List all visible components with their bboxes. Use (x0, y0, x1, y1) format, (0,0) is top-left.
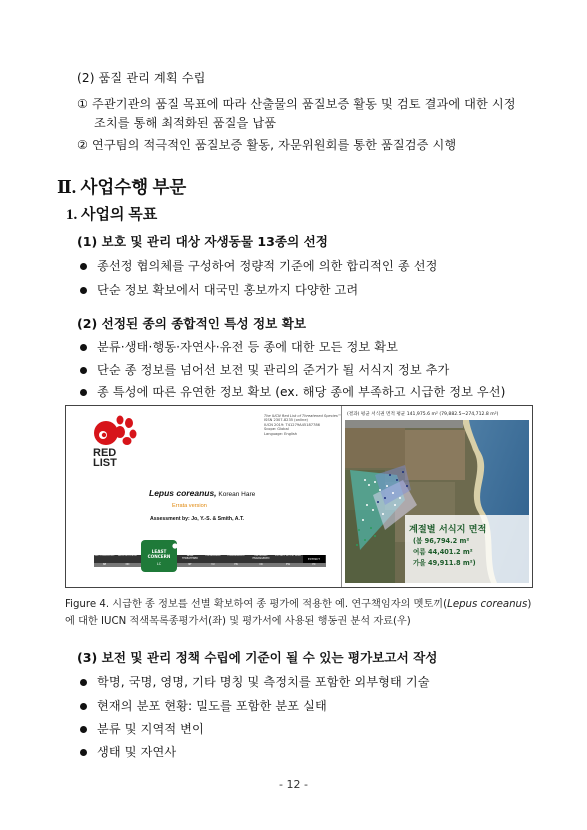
bullet-icon (80, 726, 87, 733)
assessment-credit: Assessment by: Jo, Y.-S. & Smith, A.T. (150, 516, 244, 522)
scale-code: CR (259, 563, 263, 566)
redlist-header-line: The IUCN Red List of Threatened Species™ (264, 414, 342, 418)
list-item-text: 분류·생태·행동·자연사·유전 등 종에 대한 모든 정보 확보 (97, 340, 398, 354)
caption-text: Figure 4. 시급한 종 정보를 선별 확보하여 종 평가에 적용한 예. 연구책임자의 멧토끼( (65, 599, 448, 610)
figure-caption-line2: 에 대한 IUCN 적색목록종평가서(좌) 및 평가서에 사용된 행동권 분석 자료(우) (65, 616, 411, 627)
redlist-header-line: IUCN 2019: T41279A45187786 (264, 422, 320, 427)
scale-code: EX (312, 563, 316, 566)
figure-caption (65, 598, 531, 612)
bullet-icon (80, 679, 87, 686)
scale-label: ENDANGERED (227, 554, 245, 557)
list-item-text: 생태 및 자연사 (97, 745, 177, 759)
map-area-row: (봄 96,794.2 m² (413, 537, 470, 545)
least-concern-label: LEAST CONCERN (147, 549, 171, 559)
plan-item-1-cont: 조치를 통해 최적화된 품질을 납품 (94, 116, 277, 130)
redlist-mini-logo-icon (172, 542, 181, 549)
plan-item-2: ② 연구팀의 적극적인 품질보증 활동, 자문위원회를 통한 품질검증 시행 (77, 138, 457, 152)
map-area-row: 여름 44,401.2 m² (413, 548, 473, 556)
species-name: Lepus coreanus, (149, 488, 217, 498)
section-title: Ⅱ. 사업수행 부문 (57, 177, 187, 197)
least-concern-code: LC (156, 562, 162, 566)
figure-frame (65, 405, 533, 588)
list-item-text: 학명, 국명, 영명, 기타 명칭 및 측정치를 포함한 외부형태 기술 (97, 675, 430, 689)
scale-code: EW (286, 563, 290, 566)
scale-label: VULNERABLE (205, 554, 221, 557)
scale-code: EN (234, 563, 238, 566)
redlist-cover (66, 406, 340, 587)
list-item-text: 종 특성에 따른 유연한 정보 확보 (ex. 해당 종에 부족하고 시급한 정보 우선) (97, 385, 506, 399)
bullet-icon (80, 344, 87, 351)
page-number: - 12 - (279, 778, 308, 791)
errata-label: Errata version (172, 503, 207, 509)
bullet-icon (80, 703, 87, 710)
map-title: 계절별 서식지 면적 (409, 524, 487, 535)
list-item-text: 분류 및 지역적 변이 (97, 722, 204, 736)
scale-label: CRITICALLY ENDANGERED (252, 554, 270, 560)
figure-divider (341, 406, 342, 587)
list-item-text: 종선정 협의체를 구성하여 정량적 기준에 의한 합리적인 종 선정 (97, 259, 438, 273)
home-range-map (345, 410, 529, 583)
scale-code: DD (125, 563, 130, 566)
bullet-icon (80, 367, 87, 374)
scale-code: VU (211, 563, 215, 566)
redlist-header-line: Language: English (264, 431, 298, 436)
caption-text: ) (527, 599, 532, 610)
goal1-heading: (1) 보호 및 관리 대상 자생동물 13종의 선정 (77, 234, 328, 249)
bullet-icon (80, 749, 87, 756)
list-item-text: 단순 정보 확보에서 대국민 홍보까지 다양한 고려 (97, 283, 359, 297)
scale-code: NE (102, 563, 107, 566)
list-item-text: 현재의 분포 현황: 밀도를 포함한 분포 실태 (97, 699, 327, 713)
redlist-logo-icon (92, 414, 140, 448)
bullet-icon (80, 263, 87, 270)
scale-label: DATA DEFICIENT (117, 554, 138, 557)
list-item-text: 단순 종 정보를 넘어선 보전 및 관리의 준거가 될 서식지 정보 추가 (97, 363, 450, 377)
goal2-heading: (2) 선정된 종의 종합적인 특성 정보 확보 (77, 316, 307, 331)
subsection-title: 1. 사업의 목표 (66, 207, 158, 223)
bullet-icon (80, 287, 87, 294)
caption-italic: Lepus coreanus (447, 599, 528, 610)
redlist-header-line: ISSN 2307-8235 (online) (264, 418, 308, 423)
scale-label: NEAR THREATENED (182, 554, 198, 560)
species-common-name: Korean Hare (216, 491, 256, 498)
redlist-header (264, 414, 341, 436)
map-top-label: (결과) 평균 서식권 면적 평균 141,975.6 m² (79,882.5~274,712.8 m²) (347, 412, 499, 417)
scale-label: NOT EVALUATED (94, 554, 115, 557)
redlist-species (149, 483, 255, 501)
redlist-header-line: Scope: Global (264, 427, 289, 432)
redlist-logo-bottom: LIST (93, 457, 117, 469)
plan-item-1: ① 주관기관의 품질 목표에 따라 산출물의 품질보증 활동 및 검토 결과에 대한 시정 (77, 97, 516, 111)
scale-label: EXTINCT IN THE WILD (275, 554, 301, 557)
scale-code: NT (188, 563, 192, 566)
map-area-row: 가을 49,911.8 m²) (413, 559, 476, 567)
redlist-logo-top: RED (93, 447, 117, 459)
bullet-icon (80, 389, 87, 396)
goal3-heading: (3) 보전 및 관리 정책 수립에 기준이 될 수 있는 평가보고서 작성 (77, 650, 438, 665)
map-areas (413, 536, 476, 569)
plan-heading: (2) 품질 관리 계획 수립 (77, 71, 206, 85)
scale-label: EXTINCT (303, 555, 325, 563)
